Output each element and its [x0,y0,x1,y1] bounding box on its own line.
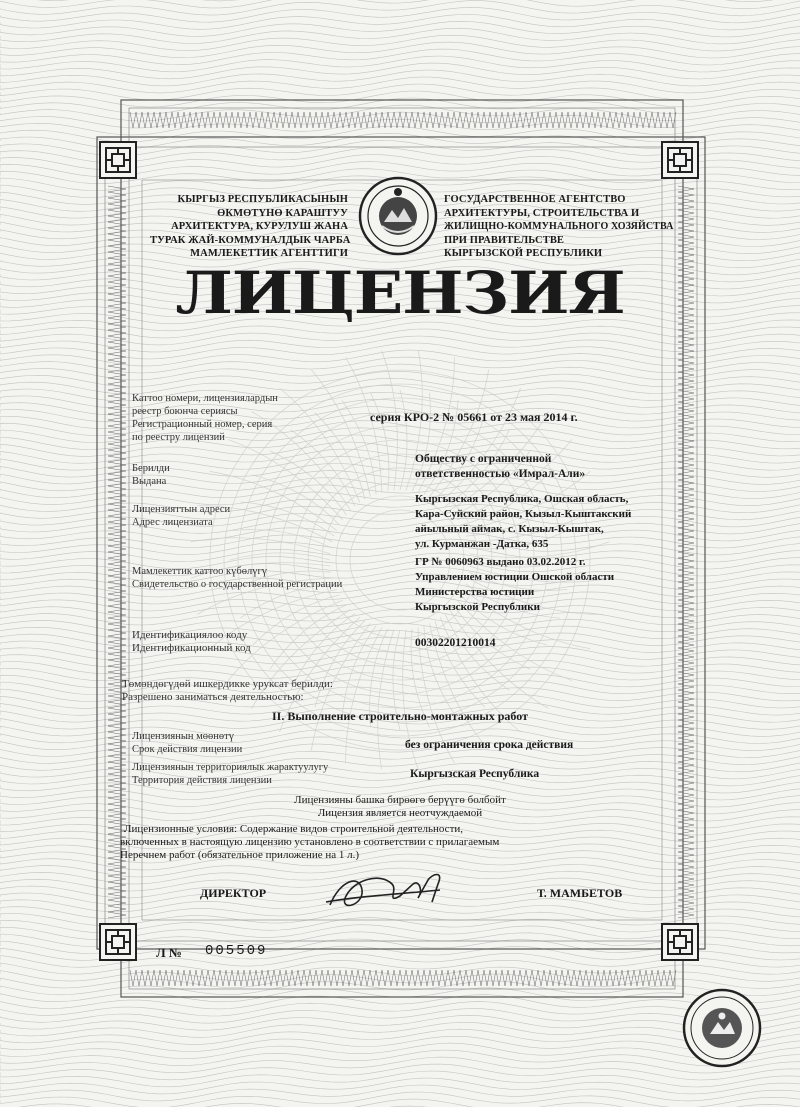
license-conditions [120,823,499,862]
header-left [150,193,351,261]
value-line: ответственностью «Имрал-Али» [415,468,586,480]
territory-value: Кыргызская Республика [410,768,540,780]
value-line: Министерства юстиции [415,586,535,598]
label-ky: Мамлекеттик каттоо күбөлүгү [132,566,268,577]
corner-ornament-top-left [100,142,136,178]
state-emblem [360,178,436,254]
label-ru: Разрешено заниматься деятельностью: [122,691,304,703]
non-transferable-notice [200,794,600,820]
stamp-seal [684,990,760,1066]
header-right-line: КЫРГЫЗСКОЙ РЕСПУБЛИКИ [444,248,603,259]
header-right-line: АРХИТЕКТУРЫ, СТРОИТЕЛЬСТВА И [444,207,640,219]
label-ru: Адрес лицензиата [132,517,213,528]
state-registration-value [415,555,614,615]
director-name: Т. МАМБЕТОВ [537,886,623,900]
corner-ornament-bottom-right [662,924,698,960]
term-value: без ограничения срока действия [405,739,574,751]
corner-ornament-top-right [662,142,698,178]
notice-ru: Лицензия является неотчуждаемой [317,807,483,819]
label-ru: по реестру лицензий [132,432,225,443]
label-ru: Выдана [132,476,167,487]
label-ky: Идентификациялоо коду [132,629,248,641]
issued-to-labels [132,462,170,488]
activity-labels [122,678,333,704]
condition-line: включенных в настоящую лицензию установлено в соответствии с прилагаемым [120,836,500,848]
corner-ornament-bottom-left [100,924,136,960]
label-ru: Срок действия лицензии [132,744,243,755]
value-line: Кара-Суйский район, Кызыл-Кыштакский [415,508,632,520]
header-left-line: АРХИТЕКТУРА, КУРУЛУШ ЖАНА [171,221,348,232]
label-ky: реестр боюнча сериясы [132,406,238,417]
address-value [415,492,631,552]
header-left-line: ТУРАК ЖАЙ-КОММУНАЛДЫК ЧАРБА [150,234,351,246]
serial-prefix: Л № [156,945,182,960]
label-ky: Лицензияттын адреси [132,504,231,515]
value-line: Обществу с ограниченной [415,453,552,465]
serial-number: 005509 [205,943,268,959]
condition-line: Лицензионные условия: Содержание видов строительной деятельности, [124,823,464,835]
header-left-line: МАМЛЕКЕТТИК АГЕНТТИГИ [190,248,348,259]
header-right-line: ГОСУДАРСТВЕННОЕ АГЕНТСТВО [444,194,626,205]
director-title: ДИРЕКТОР [200,886,267,900]
condition-line: Перечнем работ (обязательное приложение на 1 л.) [120,849,360,861]
label-ky: Берилди [132,463,170,474]
value-line: Управлением юстиции Ошской области [415,571,615,583]
value-line: айыльный аймак, с. Кызыл-Кыштак, [415,523,604,535]
label-ky: Лицензиянын территориялык жарактуулугу [132,762,329,773]
header-right-line: ЖИЛИЩНО-КОММУНАЛЬНОГО ХОЗЯЙСТВА [444,221,674,232]
label-ky: Каттоо номери, лицензиялардын [132,393,278,404]
label-ru: Территория действия лицензии [132,775,272,786]
label-ru: Идентификационный код [132,642,251,654]
id-code-labels [132,629,251,655]
registration-number: серия КРО-2 № 05661 от 23 мая 2014 г. [370,410,578,424]
header-left-line: КЫРГЫЗ РЕСПУБЛИКАСЫНЫН [177,194,348,205]
header-right [444,193,694,261]
page-title: ЛИЦЕНЗИЯ [175,259,625,327]
notice-ky: Лицензияны башка бирөөгө берүүгө болбойт [294,794,506,806]
id-code-value: 00302201210014 [415,637,496,649]
label-ru: Свидетельство о государственной регистрации [132,579,343,590]
label-ky: Төмөндөгүдөй ишкердикке уруксат берилди: [122,678,333,690]
issued-to-value [415,452,585,482]
territory-labels [132,761,328,787]
registration-labels [132,392,278,444]
term-labels [132,730,242,756]
state-registration-labels [132,565,342,591]
value-line: Кыргызская Республика, Ошская область, [415,493,629,505]
header-right-line: ПРИ ПРАВИТЕЛЬСТВЕ [444,234,565,246]
header-left-line: ӨКМӨТҮНӨ КАРАШТУУ [217,207,348,219]
value-line: ГР № 0060963 выдано 03.02.2012 г. [415,556,586,568]
label-ky: Лицензиянын мөөнөтү [132,731,235,742]
activity-value: II. Выполнение строительно-монтажных работ [272,709,528,723]
value-line: Кыргызской Республики [415,601,540,613]
value-line: ул. Курманжан -Датка, 635 [415,538,549,550]
label-ru: Регистрационный номер, серия [132,419,273,430]
address-labels [132,503,230,529]
